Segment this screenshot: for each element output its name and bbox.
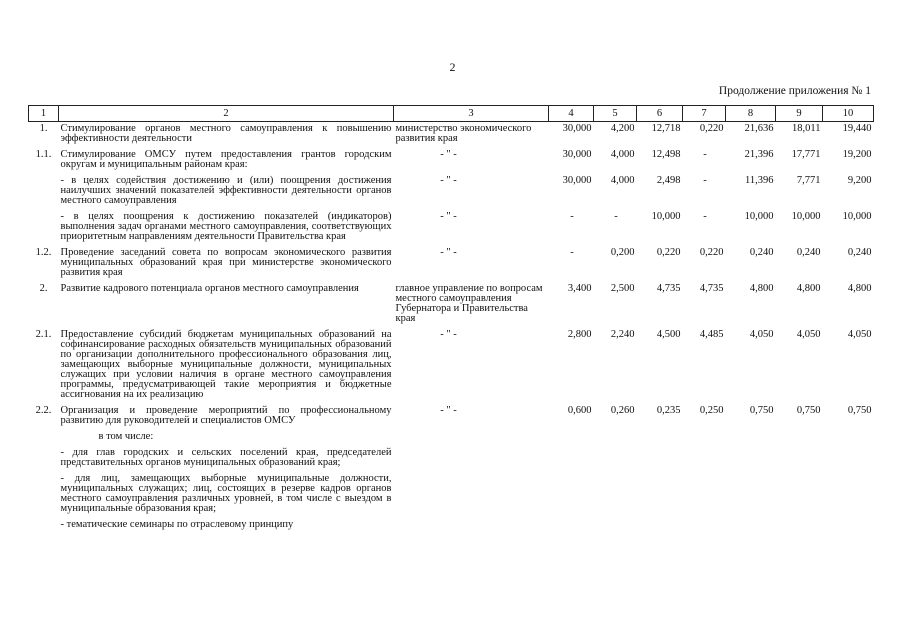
row-value-col-6: 0,220: [656, 247, 681, 258]
row-value-col-9: 4,050: [796, 329, 821, 340]
row-value-col-7: 4,735: [699, 283, 724, 294]
column-header-8: 8: [726, 106, 776, 122]
row-activity-name: Предоставление субсидий бюджетам муниципальных образований на софинансирование расходных обязательств муниципальных образований по организации дополнительного профессионального образования лиц, замещающих выборные муниципальные должности, муниципальных служащих при условии наличия в органе местного самоуправления программы, предусматривающей такие мероприятия и бюджетные ассигнования на их реализацию: [60, 329, 392, 400]
row-number: [29, 210, 59, 246]
row-value-col-5: 2,240: [610, 329, 635, 340]
row-value-col-4: [549, 430, 594, 446]
row-activity-name: Проведение заседаний совета по вопросам экономического развития муниципальных образований края при министерстве экономического развития края: [60, 247, 392, 278]
row-value-col-4: [549, 472, 594, 518]
row-executor: - " -: [440, 405, 457, 416]
table-row: [29, 404, 874, 430]
row-number: 1.2.: [35, 247, 52, 258]
column-header-7: 7: [683, 106, 726, 122]
row-value-col-5: [594, 472, 637, 518]
row-value-col-4: 30,000: [562, 175, 592, 186]
row-value-col-5: 2,500: [610, 283, 635, 294]
row-value-col-8: [726, 472, 776, 518]
row-value-col-7: -: [703, 211, 707, 222]
row-value-col-7: -: [703, 175, 707, 186]
row-value-col-4: [549, 518, 594, 534]
row-activity-name: в том числе:: [98, 431, 154, 442]
row-value-col-6: 4,735: [656, 283, 681, 294]
column-header-3: 3: [394, 106, 549, 122]
row-executor: - " -: [440, 175, 457, 186]
row-value-col-4: 30,000: [562, 149, 592, 160]
row-value-col-7: 4,485: [699, 329, 724, 340]
column-header-2: 2: [59, 106, 394, 122]
row-number: 2.2.: [35, 405, 52, 416]
row-number: 1.: [39, 123, 48, 134]
row-value-col-4: 2,800: [567, 329, 592, 340]
row-value-col-7: 0,220: [699, 247, 724, 258]
row-value-col-8: 21,396: [744, 149, 774, 160]
column-header-5: 5: [594, 106, 637, 122]
row-value-col-7: [683, 430, 726, 446]
row-value-col-10: 0,240: [847, 247, 872, 258]
row-value-col-5: [594, 446, 637, 472]
row-executor: главное управление по вопросам местного самоуправления Губернатора и Правительства края: [395, 283, 543, 324]
row-value-col-9: 0,750: [796, 405, 821, 416]
column-number-row: [29, 106, 874, 122]
row-executor: [394, 446, 549, 472]
row-value-col-5: -: [614, 211, 618, 222]
row-value-col-9: [776, 430, 823, 446]
row-value-col-9: [776, 518, 823, 534]
table-row: [29, 174, 874, 210]
row-value-col-9: 17,771: [791, 149, 821, 160]
row-value-col-5: 4,000: [610, 175, 635, 186]
row-value-col-10: 19,200: [842, 149, 872, 160]
row-value-col-5: [594, 518, 637, 534]
row-value-col-10: [823, 446, 874, 472]
row-value-col-8: 10,000: [744, 211, 774, 222]
table-row: [29, 210, 874, 246]
table-row: [29, 472, 874, 518]
row-value-col-8: 11,396: [745, 175, 774, 186]
row-number: [29, 174, 59, 210]
row-activity-name: Стимулирование органов местного самоуправления к повышению эффективности деятельности: [60, 123, 392, 144]
page-number: 2: [449, 60, 456, 74]
table-row: [29, 122, 874, 149]
row-value-col-10: 9,200: [847, 175, 872, 186]
row-value-col-10: 10,000: [842, 211, 872, 222]
row-activity-name: - в целях содействия достижению и (или) поощрения достижения наилучших значений показателей эффективности деятельности органов местного самоуправления: [60, 175, 392, 206]
row-executor: [394, 430, 549, 446]
row-value-col-10: [823, 472, 874, 518]
row-value-col-7: [683, 518, 726, 534]
row-value-col-9: 0,240: [796, 247, 821, 258]
row-value-col-6: [637, 472, 683, 518]
row-value-col-8: 4,800: [749, 283, 774, 294]
row-value-col-8: [726, 430, 776, 446]
row-value-col-5: 4,200: [610, 123, 635, 134]
row-value-col-5: 4,000: [610, 149, 635, 160]
row-activity-name: - для глав городских и сельских поселений края, председателей представительных органов муниципальных образований края;: [60, 447, 392, 468]
row-value-col-5: 0,200: [610, 247, 635, 258]
row-value-col-6: 12,498: [651, 149, 681, 160]
row-value-col-7: -: [703, 149, 707, 160]
row-number: 1.1.: [35, 149, 52, 160]
column-header-9: 9: [776, 106, 823, 122]
row-number: 2.: [39, 283, 48, 294]
row-value-col-10: 19,440: [842, 123, 872, 134]
row-value-col-10: 4,050: [847, 329, 872, 340]
row-value-col-5: 0,260: [610, 405, 635, 416]
row-value-col-8: 0,240: [749, 247, 774, 258]
row-value-col-6: [637, 430, 683, 446]
table-row: [29, 446, 874, 472]
column-header-1: 1: [29, 106, 59, 122]
row-value-col-4: [549, 446, 594, 472]
row-activity-name: Стимулирование ОМСУ путем предоставления грантов городским округам и муниципальным районам края:: [60, 149, 392, 170]
row-number: [29, 446, 59, 472]
row-value-col-4: -: [570, 247, 574, 258]
row-executor: [394, 472, 549, 518]
row-executor: - " -: [440, 149, 457, 160]
row-value-col-7: 0,220: [699, 123, 724, 134]
row-value-col-9: [776, 446, 823, 472]
row-value-col-9: 10,000: [791, 211, 821, 222]
table-row: [29, 246, 874, 282]
row-value-col-9: 7,771: [796, 175, 821, 186]
row-executor: министерство экономического развития края: [395, 123, 532, 144]
row-value-col-6: 0,235: [656, 405, 681, 416]
row-value-col-5: [594, 430, 637, 446]
row-value-col-8: 0,750: [749, 405, 774, 416]
row-value-col-7: 0,250: [699, 405, 724, 416]
row-value-col-10: [823, 518, 874, 534]
row-executor: [394, 518, 549, 534]
row-value-col-6: [637, 518, 683, 534]
row-value-col-8: [726, 518, 776, 534]
row-value-col-9: [776, 472, 823, 518]
row-value-col-8: 4,050: [749, 329, 774, 340]
row-number: 2.1.: [35, 329, 52, 340]
row-number: [29, 518, 59, 534]
row-activity-name: - тематические семинары по отраслевому принципу: [60, 519, 294, 530]
row-value-col-9: 18,011: [792, 123, 821, 134]
program-table: [28, 105, 874, 534]
row-activity-name: Организация и проведение мероприятий по профессиональному развитию для руководителей и специалистов ОМСУ: [60, 405, 392, 426]
table-row: [29, 518, 874, 534]
row-value-col-4: 3,400: [567, 283, 592, 294]
table-row: [29, 148, 874, 174]
table-body: [29, 122, 874, 535]
row-value-col-9: 4,800: [796, 283, 821, 294]
row-value-col-7: [683, 472, 726, 518]
table-row: [29, 328, 874, 404]
row-value-col-4: -: [570, 211, 574, 222]
row-value-col-6: 12,718: [651, 123, 681, 134]
row-executor: - " -: [440, 329, 457, 340]
row-value-col-10: 4,800: [847, 283, 872, 294]
row-value-col-6: 4,500: [656, 329, 681, 340]
row-number: [29, 430, 59, 446]
row-executor: - " -: [440, 211, 457, 222]
row-value-col-6: 10,000: [651, 211, 681, 222]
row-value-col-10: [823, 430, 874, 446]
row-value-col-7: [683, 446, 726, 472]
row-activity-name: Развитие кадрового потенциала органов местного самоуправления: [60, 283, 359, 294]
column-header-10: 10: [823, 106, 874, 122]
column-header-4: 4: [549, 106, 594, 122]
row-value-col-8: [726, 446, 776, 472]
row-activity-name: - для лиц, замещающих выборные муниципальные должности, муниципальных служащих; лиц, состоящих в резерве кадров органов местного самоуправления различных уровней, в том числе с выездом в муниципальные образования края;: [60, 473, 392, 514]
row-number: [29, 472, 59, 518]
row-value-col-4: 30,000: [562, 123, 592, 134]
row-value-col-10: 0,750: [847, 405, 872, 416]
continuation-caption: Продолжение приложения № 1: [718, 85, 871, 97]
row-value-col-4: 0,600: [567, 405, 592, 416]
table-row: [29, 430, 874, 446]
row-value-col-6: [637, 446, 683, 472]
row-value-col-8: 21,636: [744, 123, 774, 134]
row-activity-name: - в целях поощрения к достижению показателей (индикаторов) выполнения задач органами местного самоуправления, соответствующих приоритетным направлениям деятельности Правительства края: [60, 211, 392, 242]
row-executor: - " -: [440, 247, 457, 258]
column-header-6: 6: [637, 106, 683, 122]
row-value-col-6: 2,498: [656, 175, 681, 186]
table-row: [29, 282, 874, 328]
